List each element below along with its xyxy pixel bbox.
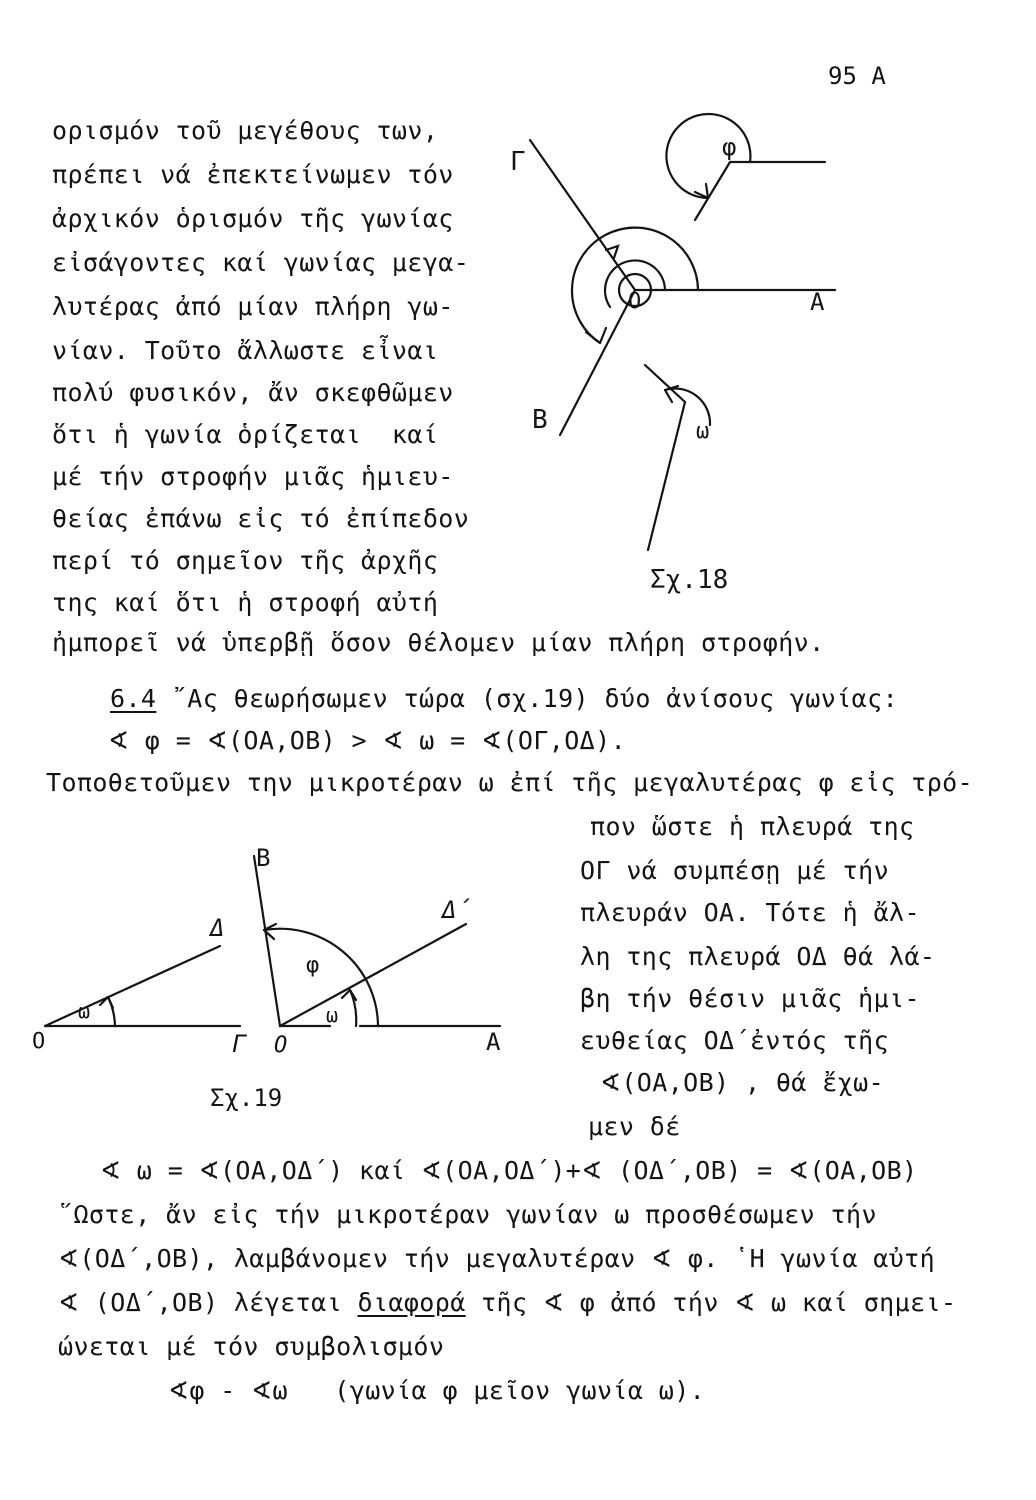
text-line: ευθείας ΟΔ΄ἐντός τῆς: [580, 1026, 890, 1055]
figure-18: [490, 100, 930, 600]
label-o: Ο: [628, 289, 642, 314]
label-o1: Ο: [32, 1029, 46, 1054]
text-line: ορισμόν τοῦ μεγέθους των,: [52, 116, 439, 145]
text-segment: ∢ (ΟΔ΄,ΟΒ) λέγεται: [58, 1288, 358, 1317]
label-b: Β: [256, 844, 271, 872]
label-gamma: Γ: [510, 147, 526, 177]
text-line: βη τήν θέσιν μιᾶς ἡμι-: [580, 984, 920, 1013]
text-line: ἠμπορεῖ νά ὑπερβῇ ὅσον θέλομεν μίαν πλήρη στροφήν.: [52, 628, 825, 657]
text-line: πολύ φυσικόν, ἄν σκεφθῶμεν: [52, 378, 454, 407]
section-text: ῎Ας θεωρήσωμεν τώρα (σχ.19) δύο ἀνίσους γωνίας:: [156, 684, 899, 713]
text-line: ῞Ωστε, ἄν εἰς τήν μικροτέραν γωνίαν ω προσθέσωμεν τήν: [58, 1200, 877, 1229]
label-gamma: Γ: [232, 1030, 247, 1058]
formula-1: ∢ φ = ∢(ΟΑ,ΟΒ) > ∢ ω = ∢(ΟΓ,ΟΔ).: [108, 726, 627, 755]
text-line: ∢(ΟΑ,ΟΒ) , θά ἔχω-: [600, 1068, 885, 1097]
ray-ob: [254, 856, 280, 1026]
underlined-term: διαφορά: [357, 1288, 466, 1317]
page-number: 95 A: [828, 62, 886, 90]
text-line: πον ὥστε ἡ πλευρά της: [590, 812, 915, 841]
text-line: ώνεται μέ τόν συμβολισμόν: [58, 1332, 445, 1361]
text-line: εἰσάγοντες καί γωνίας μεγα-: [52, 248, 470, 277]
label-phi: φ: [306, 953, 320, 978]
label-beta: Β: [532, 405, 548, 435]
text-line: ὅτι ἡ γωνία ὁρίζεται καί: [52, 420, 439, 449]
text-line: ἀρχικόν ὁρισμόν τῆς γωνίας: [52, 204, 454, 233]
section-number: 6.4: [110, 684, 157, 713]
section-heading: [110, 684, 898, 714]
label-omega-left: ω: [78, 999, 91, 1023]
ray-ob: [560, 290, 635, 435]
rotation-arc: [572, 228, 698, 343]
text-line: λυτέρας ἀπό μίαν πλήρη γω-: [52, 292, 454, 321]
label-a: Α: [486, 1028, 501, 1056]
text-line: Τοποθετοῦμεν την μικροτέραν ω ἐπί τῆς μεγαλυτέρας φ εἰς τρό-: [46, 768, 974, 797]
label-phi: φ: [722, 133, 737, 161]
text-line: λη της πλευρά ΟΔ θά λά-: [580, 942, 936, 971]
text-line: μέ τήν στροφήν μιᾶς ἡμιευ-: [52, 462, 454, 491]
figure-18-caption: Σχ.18: [650, 565, 729, 595]
formula-2: ∢ ω = ∢(ΟΑ,ΟΔ΄) καί ∢(ΟΑ,ΟΔ΄)+∢ (ΟΔ΄,ΟΒ) = ∢(ΟΑ,ΟΒ): [100, 1156, 918, 1185]
text-line: πρέπει νά ἐπεκτείνωμεν τόν: [52, 160, 454, 189]
formula-3: ∢φ - ∢ω (γωνία φ μεῖον γωνία ω).: [168, 1376, 706, 1405]
label-omega-right: ω: [326, 1003, 339, 1027]
text-line: πλευράν ΟΑ. Τότε ἡ ἄλ-: [580, 898, 920, 927]
text-line: μεν δέ: [588, 1112, 681, 1141]
text-line-3: [58, 1288, 956, 1318]
text-segment: τῆς ∢ φ ἀπό τήν ∢ ω καί σημει-: [465, 1288, 957, 1317]
text-line: ΟΓ νά συμπέσῃ μέ τήν: [580, 856, 890, 885]
label-omega: ω: [696, 419, 710, 444]
label-a: Α: [810, 288, 825, 316]
label-o2: Ο: [274, 1033, 288, 1058]
label-delta-prime: Δ΄: [442, 896, 471, 924]
text-line: θείας ἐπάνω εἰς τό ἐπίπεδον: [52, 504, 470, 533]
text-line: της καί ὅτι ἡ στροφή αὐτή: [52, 588, 439, 617]
text-line: περί τό σημεῖον τῆς ἀρχῆς: [52, 546, 439, 575]
figure-19: [30, 840, 550, 1130]
figure-19-caption: Σχ.19: [210, 1084, 283, 1112]
text-line: νίαν. Τοῦτο ἄλλωστε εἶναι: [52, 336, 439, 365]
ray-og: [530, 140, 635, 290]
label-delta: Δ: [210, 914, 225, 942]
text-line: ∢(ΟΔ΄,ΟΒ), λαμβάνομεν τήν μεγαλυτέραν ∢ φ. ῾Η γωνία αὐτή: [58, 1244, 936, 1273]
